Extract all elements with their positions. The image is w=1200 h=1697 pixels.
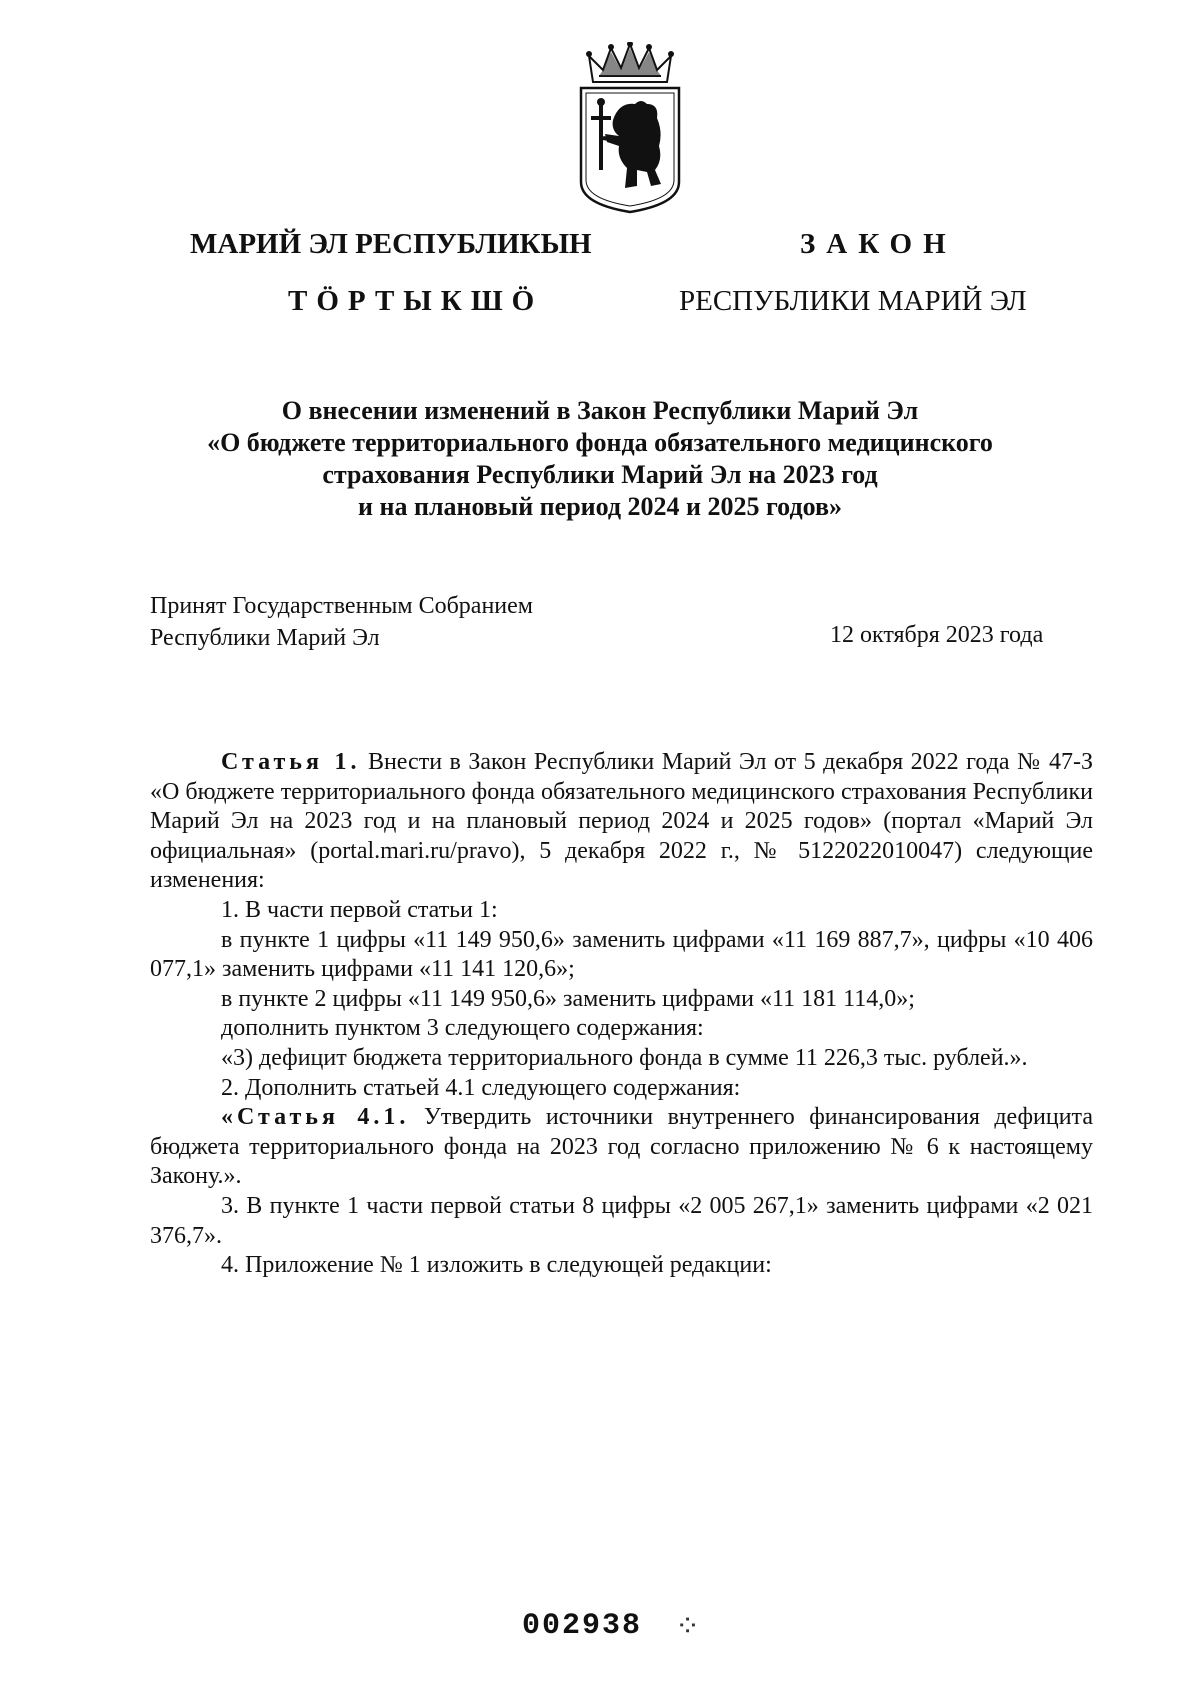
header-left-line1: МАРИЙ ЭЛ РЕСПУБЛИКЫН [190,228,592,260]
mari-el-coat-of-arms-icon [575,42,685,214]
header-right-line1: ЗАКОН [800,228,957,260]
item-1-point-1: в пункте 1 цифры «11 149 950,6» заменить цифрами «11 169 887,7», цифры «10 406 077,1» заменить цифрами «11 141 120,6»; [150,926,1093,983]
law-body [150,748,1093,1281]
article-4-1-label: «Статья 4.1. [221,1104,410,1131]
article-1-text: Внести в Закон Республики Марий Эл от 5 декабря 2022 года № 47-З «О бюджете территориального фонда обязательного медицинского страхования Республики Марий Эл на 2023 год и на плановый период 2024 и 2025 годов» (портал «Марий Эл официальная» (portal.mari.ru/pravo), 5 декабря 2022 г., № 5122022010047) следующие изменения: [150,749,1093,894]
header-right-line2: РЕСПУБЛИКИ МАРИЙ ЭЛ [679,285,1027,317]
law-title [0,395,1200,523]
law-title-line3: страхования Республики Марий Эл на 2023 год [322,460,878,489]
adoption-line2: Республики Марий Эл [150,625,380,651]
article-4-1-paragraph [150,1103,1093,1192]
item-4: 4. Приложение № 1 изложить в следующей редакции: [221,1252,772,1279]
law-title-line1: О внесении изменений в Закон Республики Марий Эл [281,396,919,425]
document-serial-number: 002938 [522,1609,643,1643]
footer-mark: ⁘ [675,1610,701,1643]
adoption-line1: Принят Государственным Собранием [150,593,533,619]
article-1-paragraph [150,748,1093,896]
adoption-date: 12 октября 2023 года [830,622,1044,648]
article-1-label: Статья 1. [221,749,361,775]
header-left-line2: ТӦРТЫКШӦ [288,285,544,317]
law-title-line4: и на плановый период 2024 и 2025 годов» [358,492,842,521]
item-1-addition: дополнить пунктом 3 следующего содержания: [221,1015,704,1042]
item-1: 1. В части первой статьи 1: [221,896,498,923]
item-3: 3. В пункте 1 части первой статьи 8 цифры «2 005 267,1» заменить цифрами «2 021 376,7». [150,1192,1093,1249]
item-1-point-3: «3) дефицит бюджета территориального фонда в сумме 11 226,3 тыс. рублей.». [221,1044,1028,1071]
item-2: 2. Дополнить статьей 4.1 следующего содержания: [221,1074,741,1101]
law-title-line2: «О бюджете территориального фонда обязательного медицинского [207,428,993,457]
adoption-block [150,590,533,654]
item-1-point-2: в пункте 2 цифры «11 149 950,6» заменить цифрами «11 181 114,0»; [221,985,915,1012]
article-4-1-text: Утвердить источники внутреннего финансирования дефицита бюджета территориального фонда на 2023 год согласно приложению № 6 к настоящему Закону.». [150,1104,1093,1190]
